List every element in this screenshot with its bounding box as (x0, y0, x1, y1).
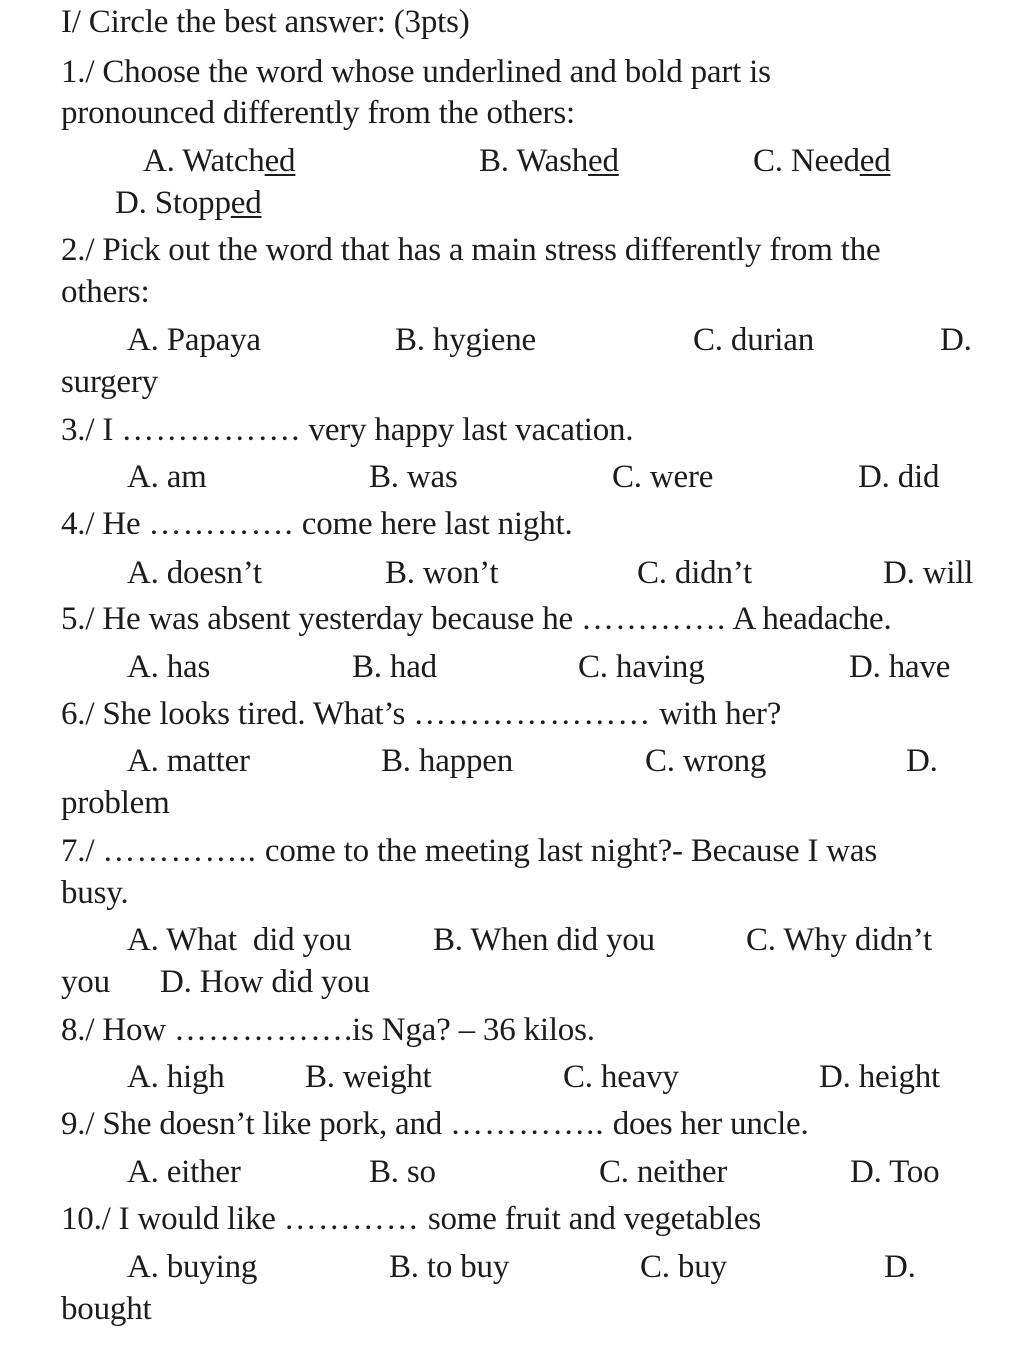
question-9-option-c[interactable]: C. neither (599, 1154, 728, 1190)
question-6-stem (61, 694, 781, 734)
question-7-line-2: busy. (61, 875, 129, 911)
question-7-option-b[interactable]: B. When did you (433, 922, 655, 958)
question-3-option-d[interactable]: D. did (858, 459, 940, 495)
stem-suffix: some fruit and vegetables (419, 1201, 761, 1237)
question-5-option-d[interactable]: D. have (849, 649, 951, 685)
question-2-option-c[interactable]: C. durian (693, 322, 815, 358)
question-10-option-c[interactable]: C. buy (640, 1249, 727, 1285)
answer-blank[interactable]: ………………… (413, 696, 652, 732)
question-9-stem (61, 1104, 809, 1144)
stem-suffix: come to the meeting last night?- Because I was (256, 833, 878, 869)
option-stem: Stopp (154, 185, 231, 221)
stem-prefix: 5./ He was absent yesterday because he (61, 601, 581, 637)
question-6-option-d-cont[interactable]: problem (61, 785, 170, 821)
stem-suffix: does her uncle. (604, 1106, 809, 1142)
stem-prefix: 4./ He (61, 506, 149, 542)
question-10-option-d-cont[interactable]: bought (61, 1291, 152, 1327)
question-1-line-1: 1./ Choose the word whose underlined and bold part is (61, 54, 771, 90)
question-1-option-a[interactable] (143, 141, 295, 181)
answer-blank[interactable]: ………….. (450, 1106, 605, 1142)
underlined-ending: ed (230, 185, 262, 221)
question-6-option-b[interactable]: B. happen (381, 743, 514, 779)
stem-prefix: 3./ I (61, 412, 122, 448)
question-10-option-d[interactable]: D. (884, 1249, 916, 1285)
question-2-line-2: others: (61, 274, 150, 310)
question-3-stem (61, 410, 633, 450)
option-letter: B. (479, 143, 517, 179)
question-3-option-b[interactable]: B. was (369, 459, 458, 495)
question-7-option-c-cont[interactable]: you (61, 964, 110, 1000)
stem-suffix: .is Nga? – 36 kilos. (343, 1012, 595, 1048)
option-letter: A. (143, 143, 183, 179)
answer-blank[interactable]: …………. (148, 506, 294, 542)
question-4-option-d[interactable]: D. will (883, 555, 974, 591)
question-6-option-a[interactable]: A. matter (127, 743, 250, 779)
question-6-option-d[interactable]: D. (906, 743, 938, 779)
question-5-option-a[interactable]: A. has (127, 649, 211, 685)
question-7-option-c[interactable]: C. Why didn’t (746, 922, 932, 958)
answer-blank[interactable]: ……………. (121, 412, 301, 448)
question-10-option-b[interactable]: B. to buy (389, 1249, 510, 1285)
question-5-option-b[interactable]: B. had (352, 649, 437, 685)
answer-blank[interactable]: ………… (283, 1201, 420, 1237)
question-10-stem (61, 1199, 761, 1239)
question-2-option-d-cont[interactable]: surgery (61, 364, 158, 400)
question-1-line-2: pronounced differently from the others: (61, 95, 575, 131)
question-8-option-b[interactable]: B. weight (305, 1059, 432, 1095)
stem-suffix: come here last night. (293, 506, 573, 542)
question-4-option-a[interactable]: A. doesn’t (127, 555, 262, 591)
question-2-option-b[interactable]: B. hygiene (395, 322, 536, 358)
option-stem: Need (790, 143, 860, 179)
question-4-option-c[interactable]: C. didn’t (637, 555, 752, 591)
question-4-stem (61, 504, 573, 544)
question-2-line-1: 2./ Pick out the word that has a main stress differently from the (61, 232, 881, 268)
question-7-option-d[interactable]: D. How did you (160, 964, 370, 1000)
question-3-option-a[interactable]: A. am (127, 459, 207, 495)
question-2-option-a[interactable]: A. Papaya (127, 322, 261, 358)
question-1-option-b[interactable] (479, 141, 619, 181)
question-9-option-a[interactable]: A. either (127, 1154, 241, 1190)
stem-prefix: 9./ She doesn’t like pork, and (61, 1106, 451, 1142)
question-1-option-d[interactable] (115, 183, 262, 223)
question-9-option-b[interactable]: B. so (369, 1154, 436, 1190)
underlined-ending: ed (588, 143, 619, 179)
stem-suffix: very happy last vacation. (300, 412, 634, 448)
question-1-option-c[interactable] (753, 141, 891, 181)
question-8-option-d[interactable]: D. height (819, 1059, 941, 1095)
question-9-option-d[interactable]: D. Too (850, 1154, 940, 1190)
stem-suffix: with her? (651, 696, 782, 732)
stem-prefix: 8./ How (61, 1012, 174, 1048)
question-5-stem (61, 599, 892, 639)
question-8-option-a[interactable]: A. high (127, 1059, 225, 1095)
question-3-option-c[interactable]: C. were (612, 459, 714, 495)
question-7-stem (61, 831, 877, 871)
answer-blank[interactable]: ………….. (102, 833, 257, 869)
stem-prefix: 6./ She looks tired. What’s (61, 696, 414, 732)
answer-blank[interactable]: …………. (581, 601, 727, 637)
option-stem: Wash (516, 143, 589, 179)
question-5-option-c[interactable]: C. having (578, 649, 705, 685)
stem-prefix: 7./ (61, 833, 103, 869)
question-2-option-d[interactable]: D. (940, 322, 972, 358)
option-letter: C. (753, 143, 791, 179)
option-stem: Watch (182, 143, 265, 179)
question-7-option-a[interactable]: A. What did you (127, 922, 352, 958)
stem-suffix: A headache. (726, 601, 892, 637)
option-letter: D. (115, 185, 155, 221)
question-4-option-b[interactable]: B. won’t (385, 555, 499, 591)
underlined-ending: ed (859, 143, 891, 179)
stem-prefix: 10./ I would like (61, 1201, 284, 1237)
question-6-option-c[interactable]: C. wrong (645, 743, 767, 779)
question-8-stem (61, 1010, 595, 1050)
underlined-ending: ed (264, 143, 296, 179)
answer-blank[interactable]: …………… (173, 1012, 344, 1048)
question-10-option-a[interactable]: A. buying (127, 1249, 258, 1285)
question-8-option-c[interactable]: C. heavy (563, 1059, 679, 1095)
section-heading: I/ Circle the best answer: (3pts) (61, 4, 470, 40)
